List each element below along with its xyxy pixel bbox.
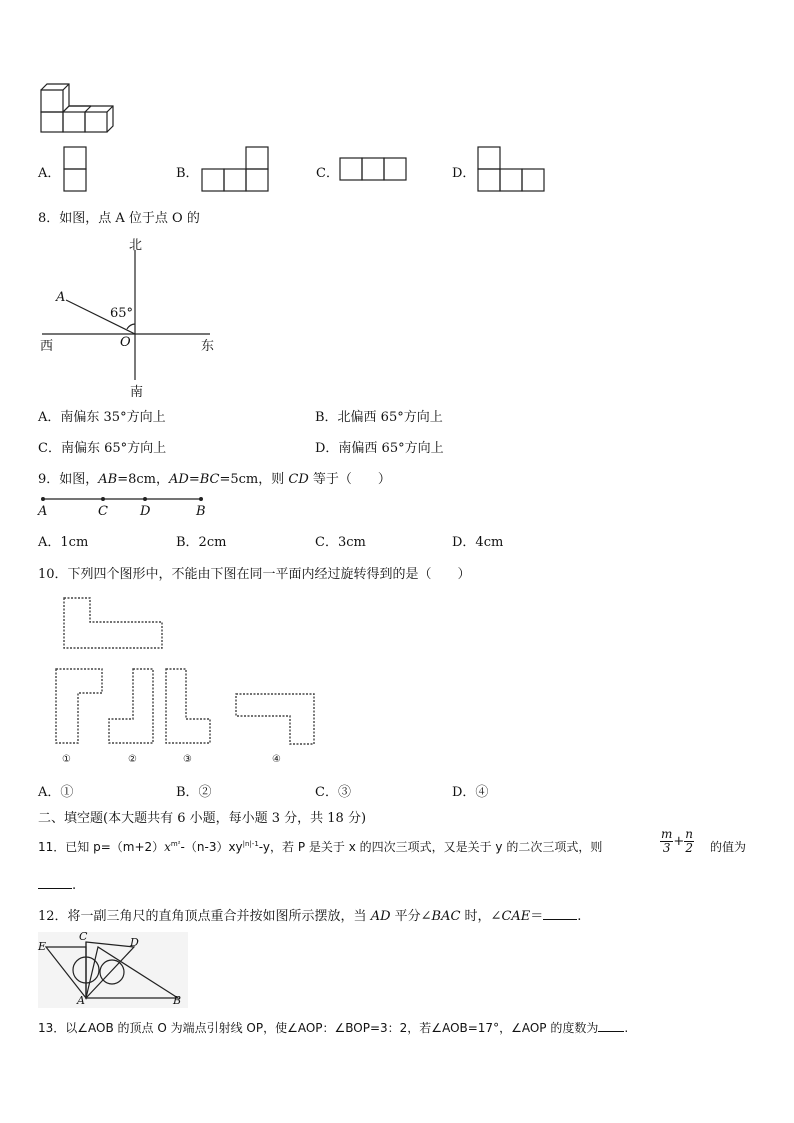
q9-label-a: A [38,504,48,519]
q10-label-3: ③ [183,754,192,765]
q8-option-d: D．南偏西 65°方向上 [315,441,444,456]
q11-answer-blank: . [38,876,76,893]
q9-stem: 9．如图，AB=8cm，AD=BC=5cm，则 CD 等于（ ） [38,472,391,487]
q7-option-b: B． [176,166,199,181]
q8-label-south: 南 [130,385,144,400]
q8-label-east: 东 [201,339,215,354]
q8-option-b: B．北偏西 65°方向上 [315,410,443,425]
q9-point-d [143,497,147,501]
q12-label-c: C [79,930,88,943]
q9-option-c: C．3cm [315,535,366,550]
q9-point-a [41,497,45,501]
q7-option-b-figure [201,146,269,192]
q8-label-angle: 65° [110,306,134,321]
q12-triangles-figure [38,932,188,1008]
q9-label-c: C [98,504,108,519]
q10-option-c: C．③ [315,785,351,800]
q13-stem: 13．以∠AOB 的顶点 O 为端点引射线 OP，使∠AOP：∠BOP=3：2，若∠AOB=17°，∠AOP 的度数为 . [38,1021,629,1035]
q9-label-d: D [140,504,151,519]
q7-option-c: C． [316,166,339,181]
q9-segment-figure [38,494,208,506]
q9-point-b [199,497,203,501]
q10-label-2: ② [128,754,137,765]
q10-option-d: D．④ [452,785,489,800]
q10-shape-1 [54,667,106,747]
q7-option-d: D． [452,166,476,181]
q8-option-a: A．南偏东 35°方向上 [38,410,166,425]
q9-option-d: D．4cm [452,535,504,550]
q8-label-a: A [56,290,66,305]
q8-stem: 8．如图，点 A 位于点 O 的 [38,211,200,226]
section-2-title: 二、填空题(本大题共有 6 小题，每小题 3 分，共 18 分) [38,811,367,826]
q9-point-c [101,497,105,501]
q10-original-shape [62,596,166,652]
q11-fraction-n2: $\frac{n}{2}$ [685,827,694,855]
q8-label-o: O [120,335,131,350]
q9-option-b: B．2cm [176,535,227,550]
q8-label-west: 西 [40,339,54,354]
q7-option-a: A． [38,166,61,181]
q11-fraction-expression: $\frac{m}{3}$ + $\frac{n}{2}$ [661,827,694,855]
q7-option-c-figure [339,157,407,181]
q10-option-b: B．② [176,785,212,800]
q7-solid-figure [38,84,118,134]
q8-option-c: C．南偏东 65°方向上 [38,441,167,456]
q10-shape-3 [164,667,214,747]
q12-label-a: A [77,994,85,1007]
q10-label-4: ④ [272,754,281,765]
q10-shape-2 [107,667,157,747]
q9-option-a: A．1cm [38,535,89,550]
q10-stem: 10．下列四个图形中，不能由下图在同一平面内经过旋转得到的是（ ） [38,567,471,582]
q10-label-1: ① [62,754,71,765]
q12-label-d: D [130,936,139,949]
q10-option-a: A．① [38,785,74,800]
q9-label-b: B [196,504,206,519]
q10-shape-4 [234,692,318,748]
q11-fraction-m3: $\frac{m}{3}$ [661,827,673,855]
q12-stem: 12．将一副三角尺的直角顶点重合并按如图所示摆放，当 AD 平分∠BAC 时，∠CAE＝ . [38,909,582,924]
q12-label-b: B [173,994,182,1007]
q12-label-e: E [38,940,47,953]
q8-label-north: 北 [129,238,143,253]
q11-stem-end: 的值为 [710,840,747,854]
q7-option-a-figure [63,146,87,192]
q7-option-d-figure [477,146,545,192]
q11-stem: 11．已知 $p=(m+2)x^{m^2}-(n-3)xy^{|n|-1}-y$，若 P 是关于 x 的四次三项式，又是关于 y 的二次三项式，则 [38,840,603,854]
